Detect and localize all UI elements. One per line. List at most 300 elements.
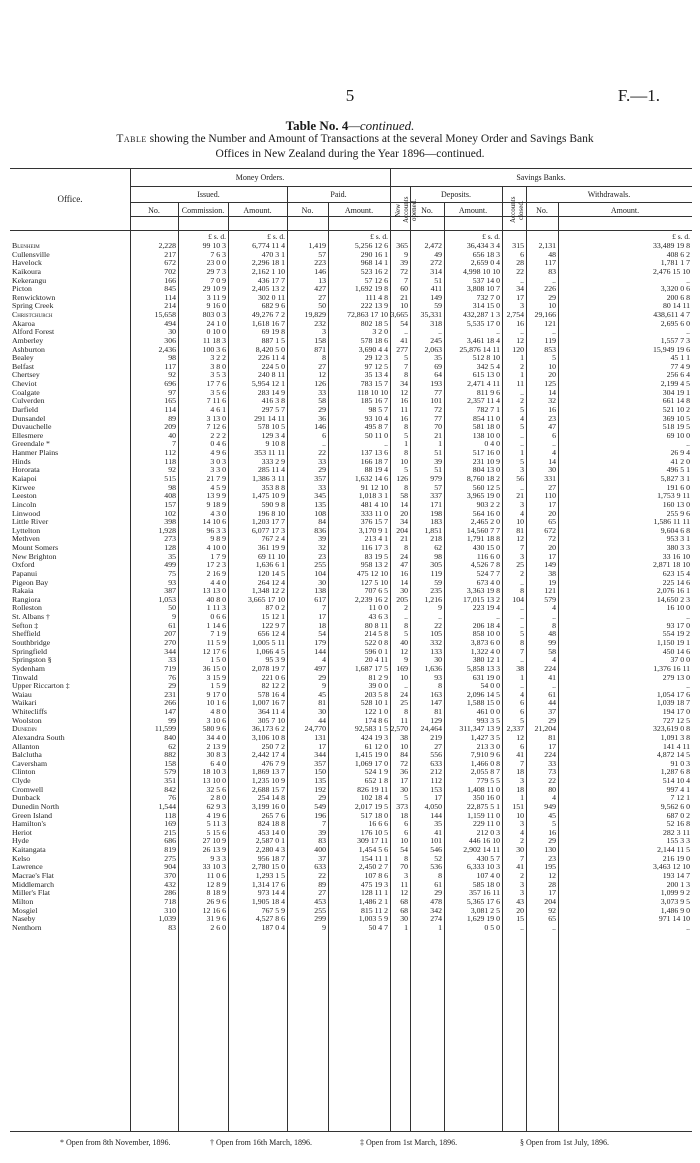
cell-value: 166 [164,275,176,285]
cell-value: 357 [314,758,326,768]
cell-value: 5 [552,819,556,829]
cell-value: 5 [520,422,524,432]
cell-value: 811 9 6 [476,387,500,397]
cell-value: 528 10 1 [360,698,388,708]
cell-value: 5,365 17 6 [466,896,500,906]
cell-value: 17 2 3 [206,560,226,570]
office-name: Spring Creek [12,301,54,311]
table-row [10,717,692,726]
cell-value: 198 [430,508,442,518]
table-caption-line1: Table showing the Number and Amount of Transactions at the several Money Order and Savings Bank [116,133,594,145]
cell-value: 27 10 9 [202,836,226,846]
cell-value: 2,131 [538,241,556,250]
cell-value: 155 3 3 [666,836,690,846]
office-name: Ellesmere [12,430,44,440]
cell-value: 470 3 1 [261,249,285,259]
cell-value: 364 11 4 [258,707,285,717]
table-row [10,251,692,260]
table-row [10,389,692,398]
table-row [10,311,692,320]
cell-value: 23 [318,551,326,561]
cell-value: 707 6 5 [364,586,388,596]
cell-value: 2 [404,603,408,613]
cell-value: 2,754 [506,310,524,320]
table-row [10,527,692,536]
cell-value: 2,465 2 0 [470,517,500,527]
cell-value: 21 [434,430,442,440]
cell-value: .. [552,681,556,691]
cell-value: 25 [400,698,408,708]
cell-value: 311,347 13 9 [459,724,500,734]
cell-value: 37 0 0 [670,655,690,665]
cell-value: 1,099 9 2 [660,888,690,898]
cell-value: 7 [322,603,326,613]
cell-value: 4 [552,793,556,803]
cell-value: 72 [434,404,442,414]
cell-value: 9 [322,922,326,932]
cell-value: 12 17 6 [202,646,226,656]
table-row [10,630,692,639]
cell-value: 904 [164,862,176,872]
cell-value: 24 [400,689,408,699]
cell-value: .. [404,327,408,337]
header-no: No. [536,206,548,215]
cell-value: 119 [544,335,556,345]
cell-value: 517 16 0 [472,448,500,458]
cell-value: 10 [548,361,556,371]
cell-value: 20 4 11 [364,655,388,665]
cell-value: 3 5 3 [210,370,226,380]
cell-value: 15,949 19 6 [652,344,690,354]
cell-value: 2,476 15 10 [652,266,690,276]
table-row [10,613,692,622]
cell-value: 10 [400,741,408,751]
cell-value: 997 4 1 [666,784,690,794]
header-no: No. [301,206,314,215]
cell-value: 50 [318,301,326,311]
cell-value: 306 [164,335,176,345]
cell-value: 69 10 0 [666,430,690,440]
table-row [10,320,692,329]
cell-value: 28 [516,258,524,268]
cell-value: 842 [164,784,176,794]
cell-value: 2,472 [424,241,442,250]
cell-value: 54 [400,318,408,328]
cell-value: 212 0 3 [476,827,500,837]
cell-value: 3 [322,327,326,337]
office-name: Cullensville [12,249,50,259]
cell-value: 1,066 4 5 [255,646,285,656]
cell-value: 99 10 3 [202,241,226,250]
cell-value: 96 3 3 [206,525,226,535]
cell-value: 476 7 9 [261,758,285,768]
cell-value: 718 [164,896,176,906]
cell-value: 387 [164,586,176,596]
cell-value: 157 [164,499,176,509]
cell-value: 100 3 6 [202,344,226,354]
cell-value: 57 12 6 [364,275,388,285]
cell-value: 314 [430,266,442,276]
cell-value: 84 [400,750,408,760]
cell-value: 10 [516,517,524,527]
cell-value: 633 [314,862,326,872]
page-number: 5 [345,86,355,105]
table-row [10,674,692,683]
table-row [10,604,692,613]
cell-value: 2,228 [158,241,176,250]
cell-value: 33 [318,456,326,466]
cell-value: 22 [434,620,442,630]
cell-value: 171 [430,499,442,509]
table-row [10,371,692,380]
table-row [10,277,692,286]
cell-value: 4 [520,827,524,837]
cell-value: 1,486 2 1 [358,896,388,906]
cell-value: 7,910 9 6 [470,750,500,760]
cell-value: 146 [314,422,326,432]
cell-value: 453 14 0 [257,827,285,837]
cell-value: 357 16 11 [469,888,500,898]
cell-value: 9 [322,681,326,691]
cell-value: 3 2 2 [210,353,226,363]
cell-value: 4 10 0 [206,543,226,553]
cell-value: 30 [400,784,408,794]
office-name: Rolleston [12,603,42,613]
cell-value: 18 10 3 [202,767,226,777]
cell-value: .. [520,655,524,665]
office-name: Hanmer Plains [12,448,59,458]
cell-value: 11 [400,879,408,889]
cell-value: 12 16 6 [202,905,226,915]
cell-value: 1,636 [424,663,442,673]
cell-value: 11 5 9 [206,637,226,647]
cell-value: 26 13 9 [202,845,226,855]
cell-value: 8,420 5 0 [255,344,285,354]
cell-value: 854 11 0 [473,413,500,423]
cell-value: 2,078 19 7 [251,663,285,673]
cell-value: 9 [404,655,408,665]
table-row [10,786,692,795]
cell-value: 214 [164,301,176,311]
cell-value: 29 [318,465,326,475]
cell-value: 331 [544,474,556,483]
cell-value: 779 5 5 [476,776,500,786]
cell-value: 6 [404,819,408,829]
cell-value: 29 [548,836,556,846]
cell-value: 110 [544,491,556,501]
cell-value: 5,535 17 0 [466,318,500,328]
cell-value: 7 [404,275,408,285]
cell-value: 12 [548,870,556,880]
cell-value: 212 [430,767,442,777]
cell-value: 24 [400,551,408,561]
cell-value: 297 5 7 [261,404,285,414]
cell-value: 9 10 8 [265,439,285,449]
cell-value: 6,077 17 3 [251,525,285,535]
office-name: Kelso [12,853,31,863]
cell-value: 16 [548,827,556,837]
office-name: Picton [12,284,32,294]
office-name: Kaikoura [12,266,42,276]
header-money-orders: Money Orders. [235,173,285,182]
cell-value: 50 4 7 [368,922,388,932]
cell-value: 61 [168,620,176,630]
cell-value: 2 2 2 [210,430,226,440]
cell-value: 9 [404,249,408,259]
cell-value: .. [520,482,524,492]
cell-value: 93 [434,672,442,682]
cell-value: 578 10 5 [257,422,285,432]
cell-value: 41 [400,335,408,345]
cell-value: 45 [318,689,326,699]
cell-value: 21 [516,491,524,501]
cell-value: 596 0 1 [364,646,388,656]
cell-value: 686 [164,836,176,846]
cell-value: 342 5 4 [476,361,500,371]
cell-value: 129 [430,715,442,725]
cell-value: 1,905 18 4 [251,896,285,906]
cell-value: 4 [322,655,326,665]
cell-value: 522 0 8 [364,637,388,647]
cell-value: 767 2 4 [261,534,285,544]
office-name: Cromwell [12,784,44,794]
cell-value: 836 [314,525,326,535]
cell-value: 166 18 7 [360,456,388,466]
cell-value: 107 8 6 [364,870,388,880]
cell-value: 10 [400,672,408,682]
cell-value: 137 13 6 [360,448,388,458]
cell-value: 29,166 [534,310,556,320]
cell-value: 72 [400,758,408,768]
cell-value: 365 [396,241,408,250]
footnote: § Open from 1st July, 1896. [520,1138,610,1147]
cell-value: 255 [314,560,326,570]
cell-value: 3 11 9 [206,292,226,302]
cell-value: 30 8 3 [206,750,226,760]
cell-value: 158 [164,758,176,768]
cell-value: 195 [544,862,556,872]
office-name: Clyde [12,776,31,786]
table-row [10,544,692,553]
cell-value: .. [520,327,524,337]
table-row [10,553,692,562]
cell-value: 333 11 0 [361,508,388,518]
cell-value: 10 [400,836,408,846]
cell-value: 408 6 2 [666,249,690,259]
cell-value: 361 19 9 [257,543,285,553]
cell-value: 196 [314,810,326,820]
cell-value: .. [686,612,690,622]
cell-value: 1,005 5 11 [252,637,285,647]
cell-value: 131 [314,732,326,742]
cell-value: 18 [516,767,524,777]
cell-value: 958 13 2 [360,560,388,570]
cell-value: 400 [314,845,326,855]
table-row [10,440,692,449]
cell-value: 2,017 19 5 [354,801,388,811]
cell-value: 8,760 18 2 [466,474,500,483]
transactions-table [10,168,692,1133]
cell-value: 5,858 13 3 [466,663,500,673]
cell-value: 314 15 0 [472,301,500,311]
table-row [10,665,692,674]
cell-value: 285 11 4 [258,465,285,475]
cell-value: 2,780 15 0 [251,862,285,872]
cell-value: 3,463 12 10 [652,862,690,872]
cell-value: 20 [400,508,408,518]
table-row [10,432,692,441]
cell-value: 8 [520,637,524,647]
cell-value: 12 [400,387,408,397]
cell-value: 5,256 12 6 [354,241,388,250]
cell-value: 7 [520,543,524,553]
cell-value: 21,204 [534,724,556,734]
cell-value: 231 [164,689,176,699]
cell-value: 52 [434,853,442,863]
cell-value: 2,902 14 11 [463,845,500,855]
cell-value: 430 5 7 [476,853,500,863]
cell-value: 17 7 6 [206,379,226,389]
cell-value: 478 [430,896,442,906]
cell-value: .. [520,387,524,397]
cell-value: 62 [434,543,442,553]
office-name: Ashburton [12,344,45,354]
cell-value: 12 [516,335,524,345]
table-row [10,242,692,251]
cell-value: 93 17 0 [666,620,690,630]
cell-value: 2,688 15 7 [251,784,285,794]
cell-value: 35,331 [420,310,442,320]
table-row [10,820,692,829]
cell-value: 1,322 4 0 [470,646,500,656]
header-no: No. [148,206,160,215]
cell-value: 99 [168,715,176,725]
office-name: Papanui [12,568,38,578]
cell-value: 11,599 [154,724,176,734]
office-name: Sefton ‡ [12,620,39,630]
office-name: Kirwee [12,482,35,492]
cell-value: 4 4 0 [210,577,226,587]
office-name: Duvauchelle [12,422,52,432]
cell-value: 121 [544,586,556,596]
cell-value: 1,544 [158,801,176,811]
cell-value: 4 [552,448,556,458]
cell-value: 2 [520,870,524,880]
cell-value: 118 10 10 [357,387,388,397]
cell-value: 35 [434,819,442,829]
cell-value: 3 13 0 [206,413,226,423]
cell-value: 826 19 11 [357,784,388,794]
cell-value: 845 [164,284,176,294]
cell-value: 122 9 7 [261,620,285,630]
cell-value: 7 6 3 [210,249,226,259]
office-name: Miller's Flat [12,888,51,898]
cell-value: 185 16 7 [360,396,388,406]
cell-value: 16 [516,318,524,328]
cell-value: 7 [520,758,524,768]
cell-value: 224 [544,663,556,673]
cell-value: 4 [552,603,556,613]
cell-value: 12 [516,534,524,544]
cell-value: 215 [164,827,176,837]
cell-value: 2 16 9 [206,568,226,578]
office-name: Alexandra South [12,732,65,742]
cell-value: 232 [314,318,326,328]
cell-value: 8 [404,707,408,717]
cell-value: 14 [548,456,556,466]
header-savings-banks: Savings Banks. [516,173,566,182]
table-row [10,484,692,493]
cell-value: 305 7 10 [257,715,285,725]
cell-value: 10 [548,301,556,311]
cell-value: .. [520,681,524,691]
table-row [10,415,692,424]
table-row [10,812,692,821]
cell-value: 30 [548,465,556,475]
cell-value: 1,216 [424,594,442,604]
cell-value: .. [552,439,556,449]
cell-value: 282 3 11 [663,827,690,837]
cell-value: 50 [168,603,176,613]
office-name: Linwood [12,508,41,518]
cell-value: 26 9 4 [670,448,690,458]
cell-value: 174 8 6 [364,715,388,725]
table-row [10,907,692,916]
cell-value: 496 5 1 [666,465,690,475]
cell-value: 73 [548,767,556,777]
cell-value: 29 [548,292,556,302]
table-row [10,691,692,700]
cell-value: 60 [400,284,408,294]
cell-value: 92 [168,465,176,475]
office-name: Coalgate [12,387,40,397]
cell-value: 23 0 0 [206,258,226,268]
cell-value: 323,619 0 8 [652,724,690,734]
cell-value: 315 [512,241,524,250]
cell-value: 61 12 0 [364,741,388,751]
cell-value: 17 [318,741,326,751]
cell-value: 75 [168,568,176,578]
cell-value: 29 [168,681,176,691]
office-name: Dunedin [12,724,37,734]
cell-value: 80 14 11 [663,301,690,311]
cell-value: 732 7 0 [476,292,500,302]
cell-value: 224 5 0 [261,361,285,371]
cell-value: 89 [318,879,326,889]
cell-value: 209 [164,422,176,432]
cell-value: 617 [314,594,326,604]
office-name: Oxford [12,560,35,570]
cell-value: 7 [520,646,524,656]
cell-value: 47 [400,560,408,570]
table-row [10,259,692,268]
cell-value: .. [520,430,524,440]
cell-value: 1,781 1 7 [660,258,690,268]
cell-value: 92,583 1 5 [354,724,388,734]
cell-value: 304 19 1 [662,387,690,397]
table-row [10,535,692,544]
cell-value: 310 [164,905,176,915]
cell-value: 254 14 8 [257,793,285,803]
cell-value: 33 10 3 [202,862,226,872]
cell-value: 1,150 19 1 [656,637,690,647]
table-row [10,475,692,484]
cell-value: 2 [520,568,524,578]
cell-value: 23 [548,853,556,863]
cell-value: 661 14 8 [662,396,690,406]
cell-value: 2,471 4 11 [467,379,500,389]
cell-value: 264 12 4 [257,577,285,587]
